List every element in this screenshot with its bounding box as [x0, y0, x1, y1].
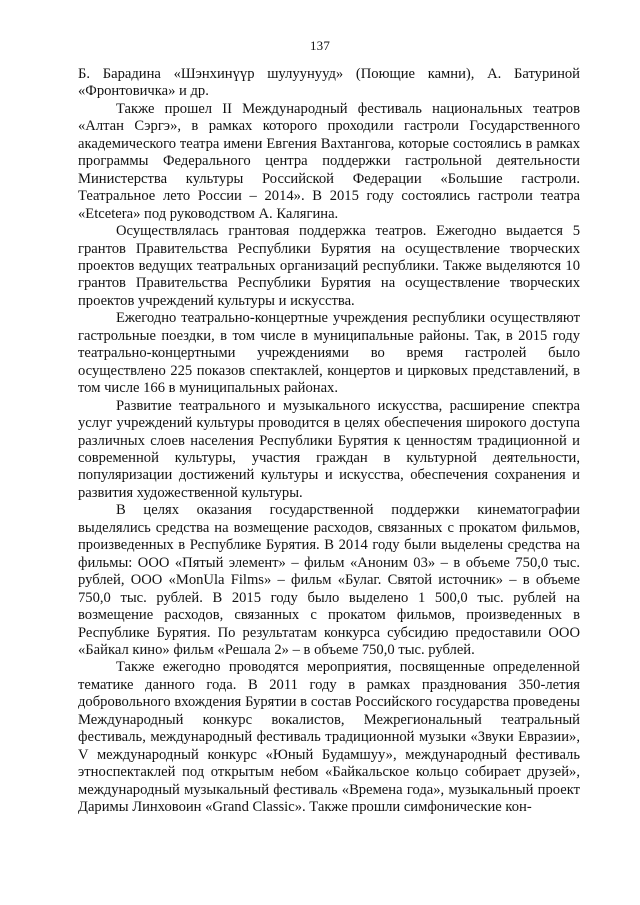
paragraph: Также прошел II Международный фестиваль национальных театров «Алтан Сэргэ», в рамках которого проходили гастроли Государственного академического театра имени Евгения Вахтангова, которые состоялись в рамках программы Федерального центра поддержки гастрольной деятельности Министерства культуры Российской Федерации «Большие гастроли. Театральное лето России – 2014». В 2015 году состоялись гастроли театра «Etcetera» под руководством А. Калягина. [78, 100, 580, 222]
paragraph: Осуществлялась грантовая поддержка театров. Ежегодно выдается 5 грантов Правительства Республики Бурятия на осуществление творческих проектов ведущих театральных организаций республики. Также выделяются 10 грантов Правительства Республики Бурятия на осуществление творческих проектов учреждений культуры и искусства. [78, 223, 580, 309]
paragraph: Также ежегодно проводятся мероприятия, посвященные определенной тематике данного года. В 2011 году в рамках празднования 350-летия добровольного вхождения Бурятии в состав Российского государства проведены Международный конкурс вокалистов, Межрегиональный театральный фестиваль, международный фестиваль традиционной музыки «Звуки Евразии», V международный конкурс «Юный Будамшуу», международный фестиваль этноспектаклей под открытым небом «Байкальское кольцо собирает друзей», международный музыкальный фестиваль «Времена года», музыкальный проект Даримы Линховоин «Grand Classic». Также прошли симфонические кон- [78, 659, 580, 816]
paragraph: Развитие театрального и музыкального искусства, расширение спектра услуг учреждений культуры проводится в целях обеспечения широкого доступа различных слоев населения Республики Бурятия к ценностям традиционной и современной культуры, участия граждан в культурной деятельности, популяризации достижений культуры и искусства, обеспечения сохранения и развития художественной культуры. [78, 397, 580, 501]
body-text [78, 66, 580, 816]
paragraph: Ежегодно театрально-концертные учреждения республики осуществляют гастрольные поездки, в том числе в муниципальные районы. Так, в 2015 году театрально-концертными учреждениями во время гастролей было осуществлено 225 показов спектаклей, концертов и цирковых представлений, в том числе 166 в муниципальных районах. [78, 310, 580, 397]
paragraph: В целях оказания государственной поддержки кинематографии выделялись средства на возмещение расходов, связанных с прокатом фильмов, произведенных в Республике Бурятия. В 2014 году были выделены средства на фильмы: ООО «Пятый элемент» – фильм «Аноним 03» – в объеме 750,0 тыс. рублей, ООО «MonUla Films» – фильм «Булаг. Святой источник» – в объеме 750,0 тыс. рублей. В 2015 году было выделено 1 500,0 тыс. рублей на возмещение расходов, связанных с прокатом фильмов, произведенных в Республике Бурятия. По результатам конкурса субсидию предоставили ООО «Байкал кино» фильм «Решала 2» – в объеме 750,0 тыс. рублей. [78, 502, 580, 658]
page-number: 137 [309, 38, 331, 53]
paragraph: Б. Барадина «Шэнхинүүр шулуунууд» (Поющие камни), А. Батуриной «Фронтовичка» и др. [78, 66, 580, 100]
